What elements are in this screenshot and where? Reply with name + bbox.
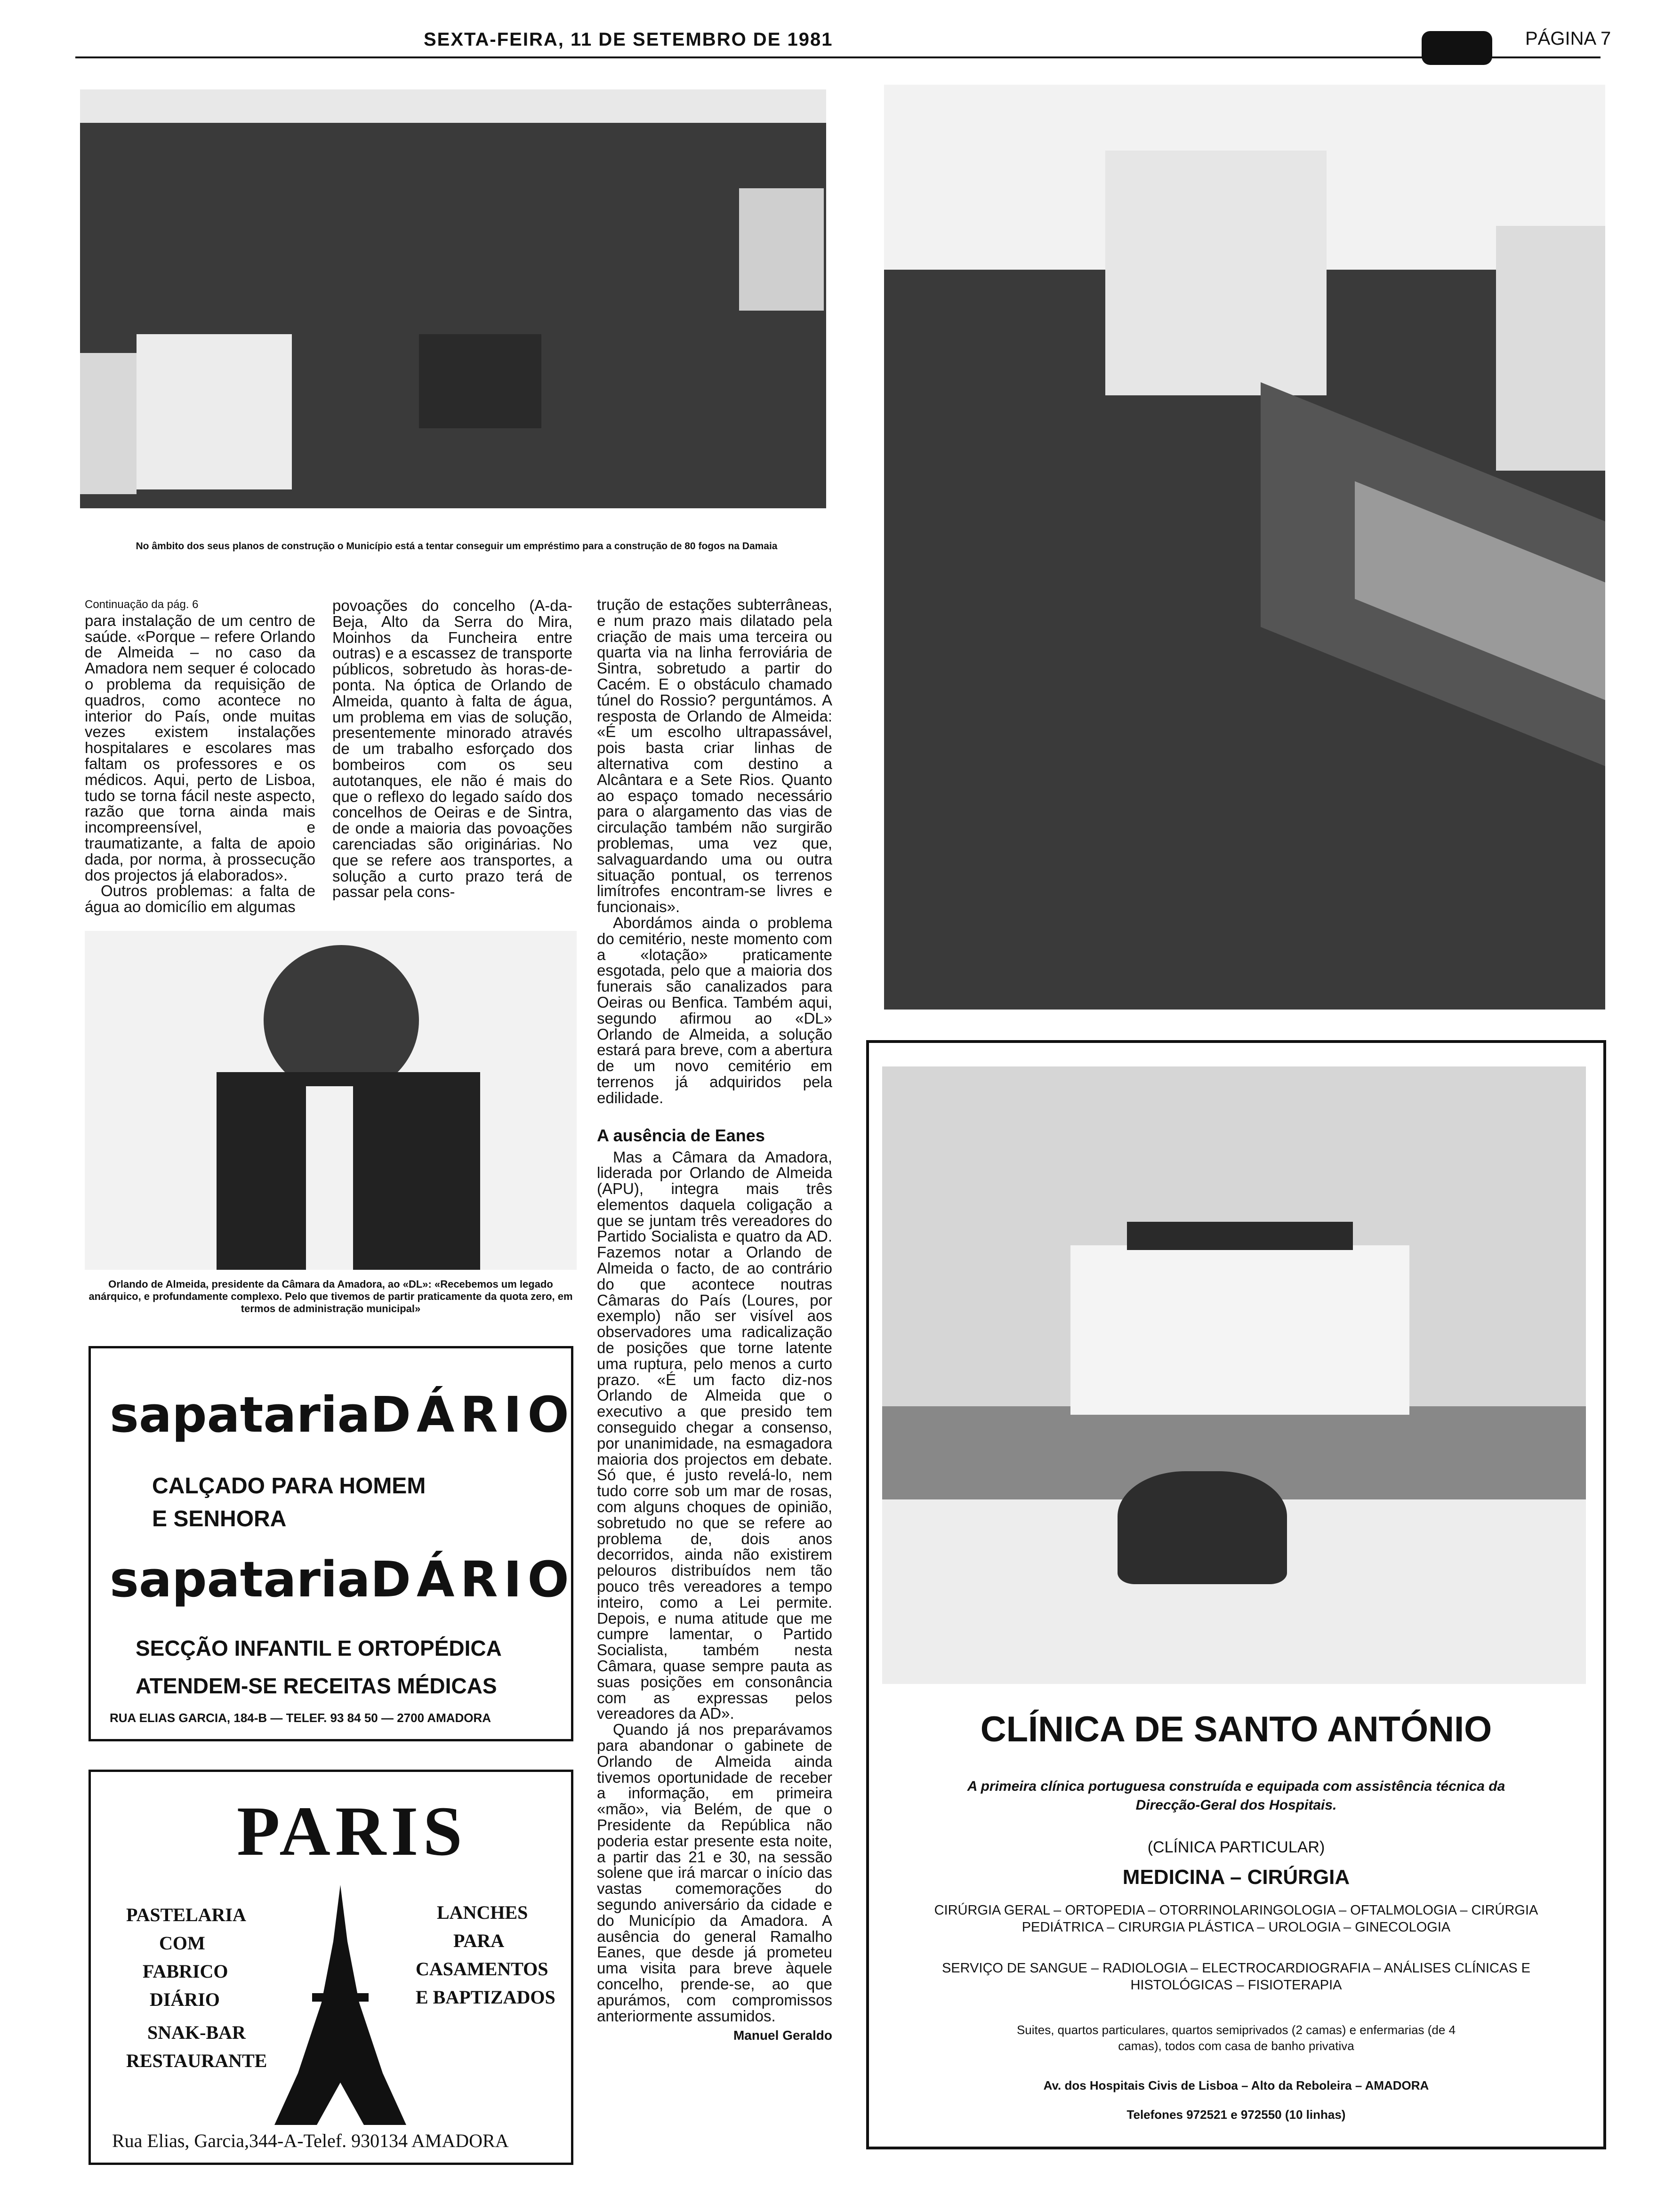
clinic-title: CLÍNICA DE SANTO ANTÓNIO [980, 1709, 1492, 1749]
paris-left-3: FABRICO [143, 1961, 228, 1982]
author-byline: Manuel Geraldo [733, 2028, 832, 2043]
page-tab-mark [1422, 31, 1492, 65]
paris-left-2: COM [159, 1932, 205, 1954]
paris-address: Rua Elias, Garcia,344-A-Telef. 930134 AMADORA [112, 2130, 509, 2151]
article-paragraph: Abordámos ainda o problema do cemitério, neste momento com a «lotação» praticamente esgotada, pelo que a maioria dos funerais são canalizados para Oeiras ou Benfica. Também aqui, segundo afirmou ao «DL» Orlando de Almeida, a solução estará para breve, com a abertura de um novo cemitério em terrenos já adquiridos pela edilidade. [597, 914, 832, 1106]
damaia-photo [80, 89, 826, 508]
brand-name: DÁRIO [370, 1386, 575, 1443]
paris-brand: PARIS [237, 1792, 467, 1870]
paris-right-4: E BAPTIZADOS [416, 1987, 555, 2008]
article-paragraph: para instalação de um centro de saúde. «Porque – refere Orlando de Almeida – no caso da Amadora nem sequer é colocado o problema da requisição de quadros, como acontece no interior do País, onde muitas vezes existem instalações hospitalares e escolares mas faltam os professores e os médicos. Aqui, perto de Lisboa, tudo se torna fácil neste aspecto, razão que torna ainda mais incompreensível, e traumatizante, a falta de apoio dada, por norma, à prossecução dos projectos já elaborados». [85, 611, 315, 884]
dario-line-4: ATENDEM-SE RECEITAS MÉDICAS [136, 1674, 497, 1698]
issue-date: SEXTA-FEIRA, 11 DE SETEMBRO DE 1981 [424, 29, 833, 50]
brand-prefix: sapataria [110, 1551, 370, 1608]
station-photo [884, 85, 1605, 1010]
header-rule [75, 56, 1601, 58]
dario-brand-2 [110, 1551, 575, 1608]
dario-line-3: SECÇÃO INFANTIL E ORTOPÉDICA [136, 1636, 502, 1660]
clinic-photo [882, 1066, 1586, 1684]
paris-ad [88, 1770, 573, 2165]
clinic-services-1: CIRÚRGIA GERAL – ORTOPEDIA – OTORRINOLARINGOLOGIA – OFTALMOLOGIA – CIRÚRGIA PEDIÁTRICA – CIRURGIA PLÁSTICA – UROLOGIA – GINECOLOGIA [934, 1903, 1538, 1935]
mayor-photo [85, 931, 577, 1270]
clinic-rooms: Suites, quartos particulares, quartos semiprivados (2 camas) e enfermarias (de 4 camas), todos com casa de banho privativa [1016, 2023, 1456, 2053]
clinic-kind: (CLÍNICA PARTICULAR) [1147, 1838, 1325, 1856]
dario-address: RUA ELIAS GARCIA, 184-B — TELEF. 93 84 50 — 2700 AMADORA [110, 1711, 491, 1725]
paris-left-5: SNAK-BAR [147, 2022, 246, 2043]
article-column-2 [332, 598, 572, 900]
continuation-note: Continuação da pág. 6 [85, 598, 199, 611]
clinic-tagline: A primeira clínica portuguesa construída e equipada com assistência técnica da Direcção-Geral dos Hospitais. [967, 1779, 1505, 1813]
article-paragraph: povoações do concelho (A-da-Beja, Alto da Serra do Mira, Moinhos da Funcheira entre outras) e a escassez de transporte públicos, sobretudo às horas-de-ponta. Na óptica de Orlando de Almeida, quanto à falta de água, um problema em vias de solução, presentemente minorado através de um trabalho esforçado dos bombeiros com os seu autotanques, ele não é mais do que o reflexo do legado saído dos concelhos de Oeiras e de Sintra, de onde a maioria das povoações carenciadas são originárias. No que se refere aos transportes, a solução a curto prazo terá de passar pela cons- [332, 597, 572, 901]
subheading: A ausência de Eanes [597, 1125, 765, 1145]
paris-right-2: PARA [453, 1930, 505, 1951]
brand-prefix: sapataria [110, 1386, 370, 1443]
article-paragraph: Quando já nos preparávamos para abandonar o gabinete de Orlando de Almeida ainda tivemos oportunidade de receber a informação, em primeira «mão», via Belém, de que o Presidente da República não poderia estar presente esta noite, a partir das 21 e 30, na sessão solene que irá marcar o início das vastas comemorações do segundo aniversário da cidade e do Município da Amadora. A ausência do general Ramalho Eanes, que desde já prometeu uma visita para breve àquele concelho, prende-se, ao que apurámos, com compromissos anteriormente assumidos. [597, 1721, 832, 2025]
dario-line-2: E SENHORA [152, 1507, 287, 1531]
paris-right-1: LANCHES [437, 1902, 528, 1923]
clinic-phones: Telefones 972521 e 972550 (10 linhas) [1126, 2108, 1346, 2122]
clinic-specialty: MEDICINA – CIRÚRGIA [1122, 1866, 1350, 1889]
clinic-services-2: SERVIÇO DE SANGUE – RADIOLOGIA – ELECTROCARDIOGRAFIA – ANÁLISES CLÍNICAS E HISTOLÓGICAS – FISIOTERAPIA [941, 1961, 1531, 1993]
eiffel-tower-icon [270, 1885, 411, 2125]
mayor-caption: Orlando de Almeida, presidente da Câmara da Amadora, ao «DL»: «Recebemos um legado anárquico, e profundamente complexo. Pelo que tivemos de partir praticamente da quota zero, em termos de administração municipal» [88, 1278, 573, 1314]
sapataria-dario-ad [88, 1346, 573, 1741]
article-paragraph: trução de estações subterrâneas, e num prazo mais dilatado pela criação de mais uma terceira ou quarta via na linha ferroviária de Sintra, sobretudo a partir do Cacém. E o obstáculo chamado túnel do Rossio? perguntámos. A resposta de Orlando de Almeida: «É um escolho ultrapassável, pois basta criar linhas de alternativa com destino a Alcântara e a Sete Rios. Quanto ao espaço tomado necessário para o alargamento das vias de circulação também não surgirão problemas, uma vez que, salvaguardando uma ou outra situação pontual, os terrenos limítrofes encontram-se livres e funcionais». [597, 596, 832, 916]
dario-line-1: CALÇADO PARA HOMEM [152, 1474, 426, 1499]
article-column-3 [597, 597, 832, 2044]
clinic-address: Av. dos Hospitais Civis de Lisboa – Alto da Reboleira – AMADORA [1043, 2078, 1429, 2092]
article-paragraph: Mas a Câmara da Amadora, liderada por Orlando de Almeida (APU), integra mais três elementos daquela coligação a que se juntam três vereadores do Partido Socialista e quatro da AD. Fazemos notar a Orlando de Almeida o facto, de ao contrário do que acontece noutras Câmaras do País (Loures, por exemplo) não ser visível aos observadores uma radicalização de posições que torne latente uma ruptura, pelo menos a curto prazo. «É um facto diz-nos Orlando de Almeida que o executivo a que presido tem conseguido chegar a consenso, por unanimidade, na esmagadora maioria dos projectos em debate. Só que, é justo revelá-lo, nem tudo corre sob um mar de rosas, com alguns choques de opinião, sobretudo no que se refere ao problema de, dois anos decorridos, ainda não existirem pelouros distribuídos nem tão pouco três vereadores a tempo inteiro, como a Lei permite. Depois, e numa atitude que me cumpre lamentar, o Partido Socialista, também nesta Câmara, quase sempre pauta as suas posições em consonância com as expressas pelos vereadores da AD». [597, 1148, 832, 1723]
paris-left-4: DIÁRIO [150, 1989, 220, 2010]
paris-right-3: CASAMENTOS [416, 1958, 548, 1980]
damaia-caption: No âmbito dos seus planos de construção o Município está a tentar conseguir um empréstimo para a construção de 80 fogos na Damaia [136, 541, 778, 552]
dario-brand-1 [110, 1386, 575, 1443]
paris-left-1: PASTELARIA [126, 1904, 246, 1925]
article-column-1 [85, 597, 315, 915]
brand-name: DÁRIO [370, 1551, 575, 1608]
paris-left-6: RESTAURANTE [126, 2050, 267, 2071]
clinica-santo-antonio-ad [866, 1040, 1606, 2149]
article-paragraph: Outros problemas: a falta de água ao domicílio em algumas [85, 882, 315, 916]
page-number: PÁGINA 7 [1525, 28, 1611, 49]
